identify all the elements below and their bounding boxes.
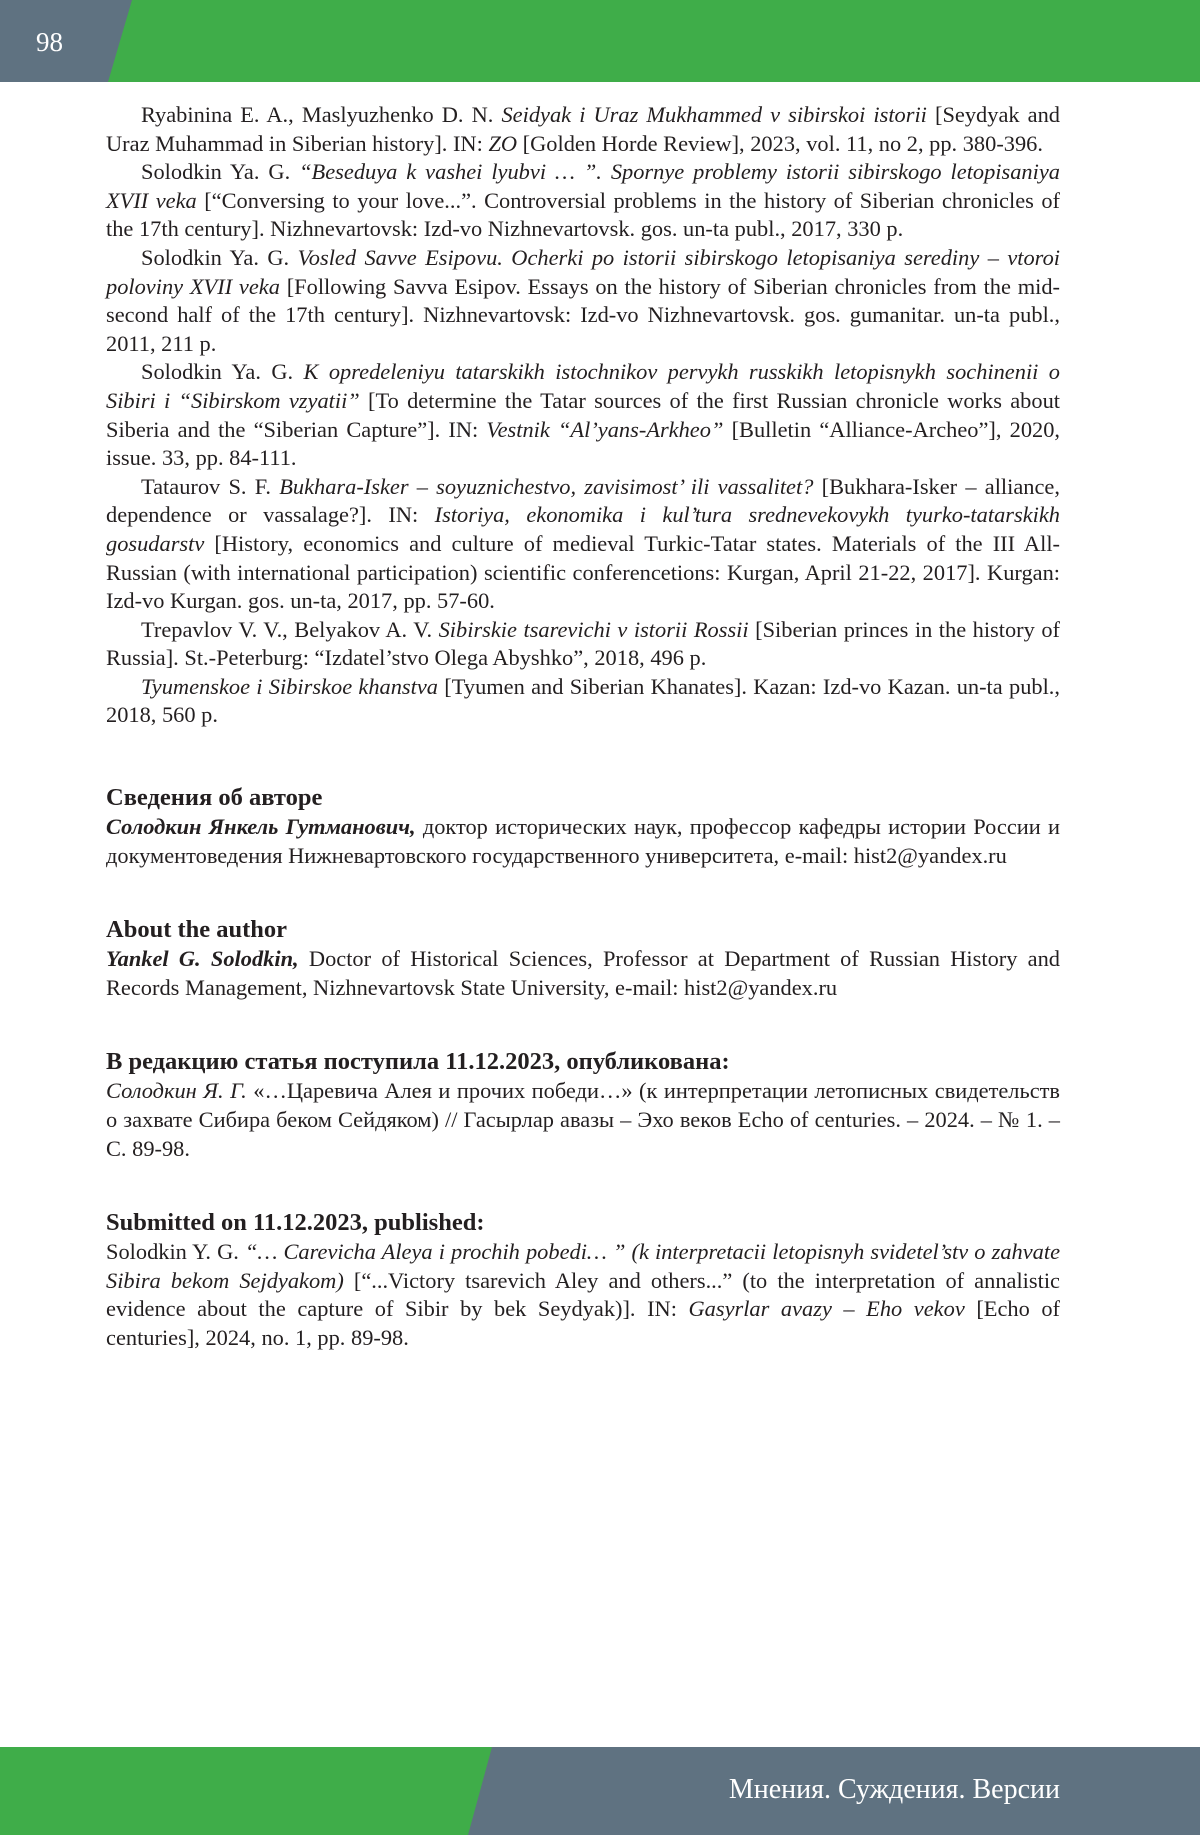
author-en-name: Yankel G. Solodkin,: [106, 946, 299, 972]
author-ru-info: [106, 813, 1060, 870]
footer-journal-name: Мнения. Суждения. Версии: [728, 1774, 1060, 1805]
page-number-box: [0, 0, 108, 82]
author-ru-text: доктор исторических наук, профессор кафедры истории России и документоведения Нижневартовского государственного университета, e-mail: hist2@yandex.ru: [106, 814, 1060, 868]
ref-details: [Following Savva Esipov. Essays on the history of Siberian chronicles from the mid-second half of the 17th century]. Nizhnevartovsk: Izd-vo Nizhnevartovsk. gos. gumanitar. un-ta publ., 2011, 211 p.: [106, 273, 1060, 356]
page-content: [106, 101, 1060, 1353]
ref-details: [Siberian princes in the history of Russia]. St.-Peterburg: “Izdatel’stvo Olega Abyshko”, 2018, 496 p.: [106, 616, 1060, 671]
ref-details: [“Conversing to your love...”. Controversial problems in the history of Siberian chronicles of the 17th century]. Nizhnevartovsk: Izd-vo Nizhnevartovsk. gos. un-ta publ., 2017, 330 p.: [106, 187, 1060, 242]
ref-details: [Tyumen and Siberian Khanates]. Kazan: Izd-vo Kazan. un-ta publ., 2018, 560 p.: [106, 673, 1060, 728]
ref-details: [Bukhara-Isker – alliance, dependence or vassalage?]. IN:: [106, 473, 1060, 528]
ref-authors: Solodkin Ya. G.: [141, 159, 300, 185]
ref-details-2: [Bulletin “Alliance-Archeo”], 2020, issue. 33, pp. 84-111.: [106, 416, 1061, 471]
reference-item: [106, 244, 1060, 358]
ref-details-2: [History, economics and culture of medieval Turkic-Tatar states. Materials of the III All-Russian (with international participation) scientific conferencetions: Kurgan, April 21-22, 2017]. Kurgan: Izd-vo Kurgan. gos. un-ta, 2017, pp. 57-60.: [106, 530, 1060, 614]
header-band: [0, 0, 1200, 82]
ref-source: Vestnik “Al’yans-Arkheo”: [486, 416, 724, 442]
citation-ru-author: Солодкин Я. Г.: [106, 1078, 247, 1104]
citation-ru-text: «…Царевича Алея и прочих победи…» (к интерпретации летописных свидетельств о захвате Сибира беком Сейдяком) // Гасырлар авазы – Эхо веков Echo of centuries. – 2024. – № 1. – С. 89-98.: [106, 1078, 1060, 1161]
citation-en-journal: Gasyrlar avazy – Eho vekov: [688, 1296, 965, 1322]
author-ru-heading: Сведения об авторе: [106, 784, 323, 812]
author-en-text: Doctor of Historical Sciences, Professor at Department of Russian History and Records Management, Nizhnevartovsk State University, e-mail: hist2@yandex.ru: [106, 946, 1061, 1000]
ref-authors: Trepavlov V. V., Belyakov A. V.: [141, 616, 439, 642]
reference-item: [106, 358, 1060, 472]
ref-authors: Solodkin Ya. G.: [141, 244, 298, 270]
reference-item: [106, 616, 1060, 673]
ref-title: Seidyak i Uraz Mukhammed v sibirskoi istorii: [501, 102, 927, 127]
author-ru-name: Солодкин Янкель Гутманович,: [106, 814, 416, 840]
ref-title: Tyumenskoe i Sibirskoe khanstva: [141, 673, 439, 699]
citation-ru: [106, 1077, 1060, 1163]
ref-source: Istoriya, ekonomika i kul’tura srednevekovykh tyurko-tatarskikh gosudarstv: [106, 502, 1060, 556]
ref-authors: Tataurov S. F.: [141, 473, 280, 499]
reference-item: [106, 673, 1060, 730]
ref-authors: Ryabinina E. A., Maslyuzhenko D. N.: [141, 102, 502, 127]
page-number: 98: [36, 27, 63, 57]
ref-details-2: [Golden Horde Review], 2023, vol. 11, no 2, pp. 380-396.: [517, 130, 1043, 156]
citation-en-translation: [“...Victory tsarevich Aley and others...” (to the interpretation of annalistic evidence about the capture of Sibir by bek Seydyak)]. IN:: [106, 1267, 1060, 1322]
author-en-heading: About the author: [106, 916, 288, 944]
author-en-info: [106, 945, 1060, 1002]
reference-item: [106, 101, 1060, 158]
ref-title: Vosled Savve Esipovu. Ocherki po istorii sibirskogo letopisaniya serediny – vtoroi poloviny XVII veka: [106, 244, 1060, 299]
submitted-en-heading: Submitted on 11.12.2023, published:: [106, 1209, 485, 1237]
citation-en: [106, 1238, 1060, 1352]
ref-title: Sibirskie tsarevichi v istorii Rossii: [438, 616, 749, 642]
citation-en-details: [Echo of centuries], 2024, no. 1, pp. 89-98.: [106, 1296, 1060, 1350]
citation-en-author: Solodkin Y. G.: [106, 1239, 246, 1265]
ref-source: ZO: [488, 130, 518, 156]
reference-item: [106, 473, 1060, 616]
citation-en-title: “… Carevicha Aleya i prochih pobedi… ” (k interpretacii letopisnyh svidetel’stv o zahvate Sibira bekom Sejdyakom): [106, 1239, 1061, 1293]
ref-authors: Solodkin Ya. G.: [141, 359, 304, 385]
ref-title: K opredeleniyu tatarskikh istochnikov pervykh russkikh letopisnykh sochinenii o Sibiri i “Sibirskom vzyatii”: [106, 359, 1060, 413]
reference-item: [106, 158, 1060, 244]
ref-title: “Beseduya k vashei lyubvi … ”. Spornye problemy istorii sibirskogo letopisaniya XVII veka: [106, 159, 1060, 213]
ref-details: [Seydyak and Uraz Muhammad in Siberian history]. IN:: [106, 102, 1061, 156]
ref-details: [To determine the Tatar sources of the first Russian chronicle works about Siberia and the “Siberian Capture”]. IN:: [106, 387, 1060, 442]
reference-list: [106, 101, 1060, 730]
submitted-ru-heading: В редакцию статья поступила 11.12.2023, опубликована:: [106, 1048, 730, 1076]
ref-title: Bukhara-Isker – soyuznichestvo, zavisimost’ ili vassalitet?: [279, 473, 814, 499]
